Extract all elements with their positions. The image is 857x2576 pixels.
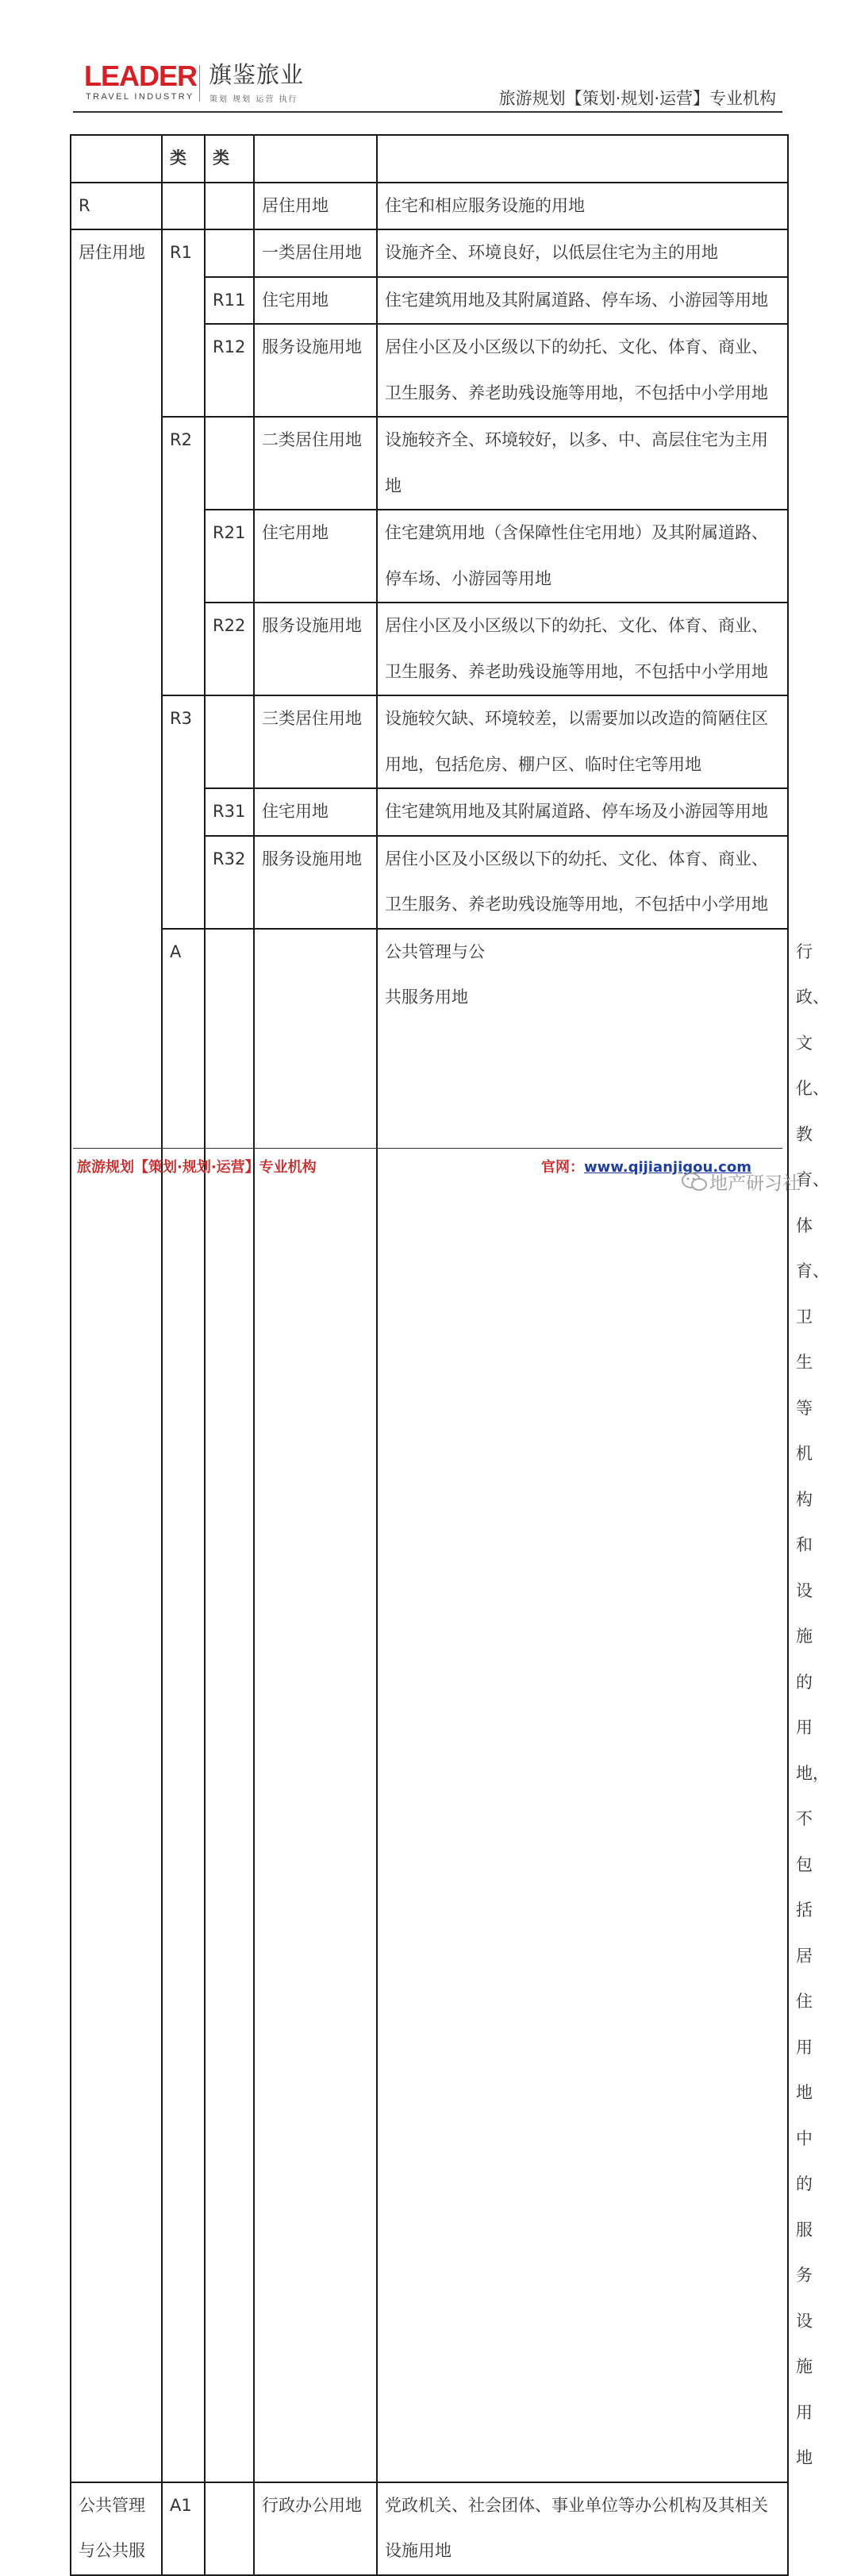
description-line: 设施较欠缺、环境较差，以需要加以改造的简陋住区 [385,709,768,728]
medium-code: R3 [162,695,205,929]
major-code: A [162,929,205,2482]
category-description [377,836,788,929]
category-name: 住宅用地 [254,788,377,836]
category-name: 住宅用地 [254,277,377,325]
description-line: 设施较齐全、环境较好，以多、中、高层住宅为主用 [385,430,768,449]
logo-leader: LEADER [84,60,198,92]
medium-code: R2 [162,417,205,695]
category-description: 住宅建筑用地及其附属道路、停车场、小游园等用地 [377,277,788,325]
land-use-table [70,134,829,2576]
description-line: 卫生服务、养老助残设施等用地，不包括中小学用地 [385,383,768,402]
description-line: 住宅建筑用地（含保障性住宅用地）及其附属道路、 [385,523,768,542]
description-line: 行政、文化、教育、体育、卫生等机构和设施的用地， [796,941,829,1783]
header-cell: 类 [162,135,205,183]
empty-cell [205,229,254,277]
header-cell [71,135,162,183]
category-description [377,510,788,603]
medium-code: A1 [162,2482,205,2575]
category-description: 住宅建筑用地及其附属道路、停车场及小游园等用地 [377,788,788,836]
logo-subtitle: TRAVEL INDUSTRY [86,92,194,102]
empty-cell [205,2482,254,2575]
name-line: 与公共服 [79,2541,145,2560]
description-line: 不包括居住用地中的服务设施用地 [796,1809,813,2467]
major-name: 居住用地 [71,229,162,2482]
table-row [71,695,788,788]
empty-cell [205,183,254,230]
header-cell [377,135,788,183]
empty-cell [205,695,254,788]
website-link[interactable]: www.qijianjigou.com [584,1159,751,1176]
category-name: 居住用地 [254,183,377,230]
description-line: 居住小区及小区级以下的幼托、文化、体育、商业、 [385,616,768,635]
category-name: 行政办公用地 [254,2482,377,2575]
category-description [377,324,788,417]
header-cell [254,135,377,183]
table-row [71,183,788,230]
category-name: 服务设施用地 [254,324,377,417]
category-description: 住宅和相应服务设施的用地 [377,183,788,230]
major-code: R [71,183,162,230]
logo-chinese-subtitle: 策划 规划 运营 执行 [209,95,298,104]
website-label: 官网： [541,1159,584,1176]
table-row [71,229,788,277]
minor-code: R21 [205,510,254,603]
header-tagline: 旅游规划【策划·规划·运营】专业机构 [498,89,776,108]
description-line: 设施用地 [385,2541,452,2560]
table-row [71,2482,788,2575]
minor-code: R12 [205,324,254,417]
description-line: 用地，包括危房、棚户区、临时住宅等用地 [385,754,701,774]
category-description [377,695,788,788]
category-description [377,417,788,510]
table-header-row [71,135,788,183]
category-description [377,603,788,695]
description-line: 停车场、小游园等用地 [385,568,551,588]
major-name [71,2482,162,2575]
table-row [71,417,788,510]
medium-code: R1 [162,229,205,417]
category-description: 设施齐全、环境良好，以低层住宅为主的用地 [377,229,788,277]
logo-chinese: 旗鉴旅业 [209,61,305,88]
watermark-text: 地产研习社 [709,1173,801,1194]
footer-tagline: 旅游规划【策划·规划·运营】专业机构 [77,1159,317,1176]
description-line: 卫生服务、养老助残设施等用地，不包括中小学用地 [385,895,768,914]
wechat-icon [681,1171,709,1198]
description-line: 党政机关、社会团体、事业单位等办公机构及其相关 [385,2495,768,2515]
minor-code: R31 [205,788,254,836]
category-name: 二类居住用地 [254,417,377,510]
header-cell: 类 [205,135,254,183]
description-line: 地 [385,476,402,495]
name-line: 共服务用地 [385,988,468,1007]
empty-cell [162,183,205,230]
footer-divider [73,1148,782,1149]
page-header [0,0,857,119]
category-name: 住宅用地 [254,510,377,603]
category-name: 一类居住用地 [254,229,377,277]
logo-divider [199,65,200,102]
category-name: 三类居住用地 [254,695,377,788]
watermark [681,1169,801,1198]
minor-code: R22 [205,603,254,695]
empty-cell [205,417,254,510]
description-line: 居住小区及小区级以下的幼托、文化、体育、商业、 [385,849,768,868]
description-line: 居住小区及小区级以下的幼托、文化、体育、商业、 [385,337,768,356]
category-name: 服务设施用地 [254,836,377,929]
category-description [377,2482,788,2575]
header-divider [73,111,782,113]
description-line: 卫生服务、养老助残设施等用地，不包括中小学用地 [385,661,768,681]
name-line: 公共管理 [79,2495,145,2515]
minor-code: R11 [205,277,254,325]
category-name: 服务设施用地 [254,603,377,695]
minor-code: R32 [205,836,254,929]
name-line: 公共管理与公 [385,941,485,961]
